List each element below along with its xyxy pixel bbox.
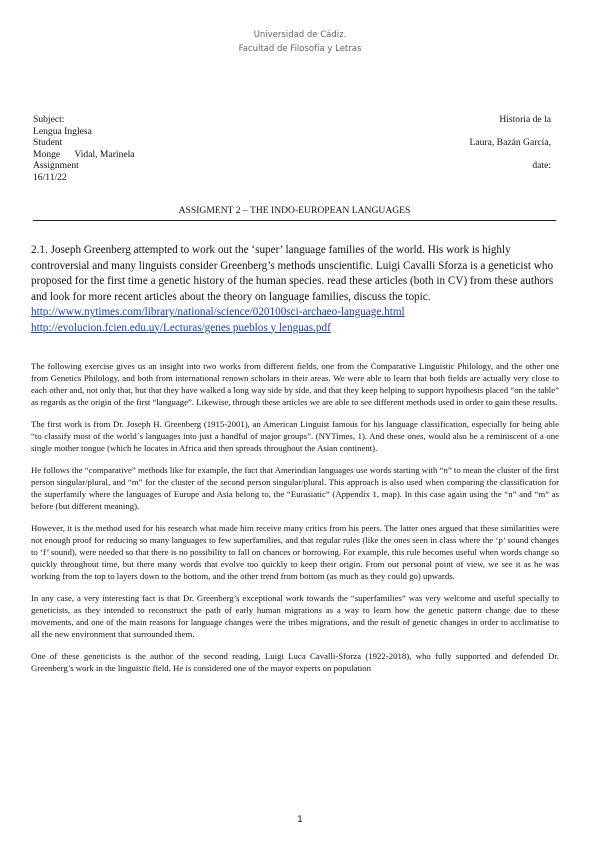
subject-value-continued: Lengua Inglesa	[33, 125, 92, 137]
question-block	[31, 243, 559, 336]
faculty-name: Facultad de Filosofía y Letras	[238, 44, 362, 54]
date-label: date:	[532, 160, 551, 171]
paragraph: The first work is from Dr. Joseph H. Greenberg (1915-2001), an American Linguist famous for his language classification, especially for being able “to classify most of the world´s languages into just a handful of major groups”. (NYTimes, 1). And these ones, would also be a reminiscent of a one single mother tongue (which he locates in Africa and then spreads throughout the Asian continent).	[31, 419, 559, 453]
paragraph: One of these geneticists is the author of the second reading, Luigi Luca Cavalli-Sforza (1922-2018), who fully supported and defended Dr. Greenberg’s work in the linguistic field. He is considered one of the mayor experts on population	[31, 651, 559, 673]
page-number: 1	[297, 815, 303, 825]
paragraph: In any case, a very interesting fact is that Dr. Greenberg’s exceptional work towards the “superfamilies” was very welcome and useful specially to geneticists, as they intended to reconstruct the path of early human migrations as a way to learn how the genetic pattern change due to these movements, and one of the main reasons for language changes were the tribes migrations, and the result of genetic changes in order to acclimatise to all the new environment that surrounded them.	[31, 593, 559, 639]
subject-value: Historia de la	[499, 114, 551, 125]
assignment-meta	[33, 114, 551, 183]
paragraph: The following exercise gives us an insight into two works from different fields, one from the Comparative Linguistic Philology, and the other one from Genetics Philology, and both from international renown scholars in their areas. We were able to learn that both fields are actually very close to each other and, not only that, but that they have walked a long way side by side, and that they keep helping to support hypothesis placed “on the table” as regards as the origin of the first “language”. Likewise, through these articles we are able to see different methods used in order to gain these results.	[31, 361, 559, 407]
assignment-title: ASSIGMENT 2 – THE INDO-EUROPEAN LANGUAGES	[178, 205, 411, 216]
title-divider	[33, 220, 556, 221]
evolucion-article-link[interactable]: http://evolucion.fcien.edu.uy/Lecturas/genes pueblos y lenguas.pdf	[31, 321, 331, 334]
assignment-label: Assignment	[33, 160, 79, 171]
university-name: Universidad de Cádiz.	[253, 30, 347, 40]
student-value-continued: Monge Vidal, Marinela	[33, 148, 135, 160]
subject-label: Subject:	[33, 114, 65, 125]
page-header	[0, 28, 600, 56]
essay-body	[31, 360, 559, 684]
date-value: 16/11/22	[33, 171, 67, 183]
paragraph: However, it is the method used for his research what made him receive many critics from his peers. The latter ones argued that these similarities were not enough proof for reducing so many languages to few superfamilies, and that regular rules (like the ones seen in class where the ‘p’ sound changes to ‘f’ sound), were needed so that there is no possibility to fall on chances or borrowing. For example, this rule becomes useful when words change so quickly throughout time, but there many words that evolve too quickly to keep their origin. From our personal point of view, we see it as he was working from the top to layers down to the bottom, and the other trend from bottom (as much as they could go) upwards.	[31, 523, 559, 581]
nytimes-article-link[interactable]: http://www.nytimes.com/library/national/science/020100sci-archaeo-language.html	[31, 306, 405, 318]
question-text: 2.1. Joseph Greenberg attempted to work out the ‘super’ language families of the world. His work is highly controversial and many linguists consider Greenberg’s methods unscientific. Luigi Cavalli Sforza is a geneticist who proposed for the first time a genetic history of the human species. read these articles (both in CV) from these authors and look for more recent articles about the theory on language families, discuss the topic.	[31, 244, 554, 303]
paragraph: He follows the “comparative” methods like for example, the fact that Amerindian languages use words starting with “n” to mean the cluster of the first person singular/plural, and “m” for the cluster of the second person singular/plural. This approach is also used when comparing the classification for the superfamily where the languages of Europe and Asia belong to, the “Eurasiatic” (Appendix 1, map). In this case again using the “n” and “m” as before (but different meaning).	[31, 465, 559, 511]
student-label: Student	[33, 137, 63, 148]
student-value: Laura, Bazán García,	[469, 137, 551, 148]
